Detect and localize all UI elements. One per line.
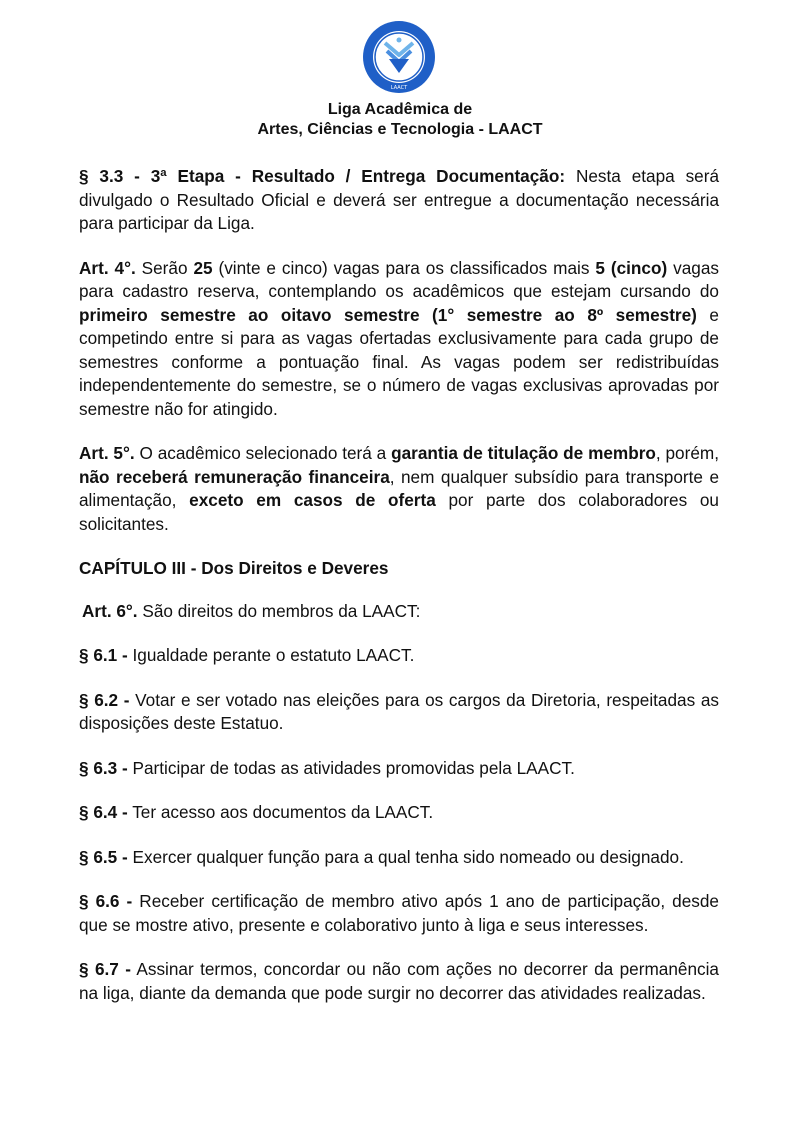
header-line-1: Liga Acadêmica de — [327, 101, 473, 118]
article-text: (vinte e cinco) vagas para os classificados mais — [212, 257, 596, 278]
section-label: § 6.2 - — [79, 689, 130, 710]
article-bold: exceto em casos de oferta — [189, 490, 436, 510]
section-label: § 6.5 - — [79, 846, 128, 867]
section-text: Receber certificação de membro ativo após 1 ano de participação, desde que se mostre ativo, presente e colaborativo junto à liga e seus interesses. — [79, 891, 719, 935]
section-label: § 6.6 - — [79, 891, 133, 911]
paragraph-3-3 — [79, 165, 719, 236]
article-text: Serão — [135, 257, 194, 278]
section-label: § 3.3 - 3ª Etapa - Resultado / Entrega Documentação: — [79, 166, 566, 186]
paragraph-6-6 — [79, 890, 719, 937]
paragraph-6-4 — [79, 801, 719, 825]
chapter-heading: CAPÍTULO III - Dos Direitos e Deveres — [79, 558, 389, 578]
article-label: Art. 4°. — [79, 257, 136, 278]
article-label: Art. 6°. — [82, 600, 138, 621]
document-header — [0, 100, 800, 140]
section-text: Participar de todas as atividades promovidas pela LAACT. — [127, 757, 575, 778]
section-text: Votar e ser votado nas eleições para os cargos da Diretoria, respeitadas as disposições deste Estatuo. — [79, 689, 719, 733]
section-label: § 6.1 - — [79, 645, 128, 665]
article-text: por parte dos colaboradores ou solicitantes. — [79, 490, 719, 534]
section-text: Assinar termos, concordar ou não com ações no decorrer da permanência na liga, diante da demanda que pode surgir no decorrer das atividades realizadas. — [79, 959, 719, 1003]
paragraph-6-1 — [79, 644, 719, 668]
laact-seal-icon — [361, 19, 437, 95]
section-label: § 6.3 - — [79, 757, 128, 778]
article-bold: 25 — [193, 257, 213, 278]
logo-text: LAACT — [390, 85, 408, 91]
article-bold: não receberá remuneração financeira — [79, 466, 390, 487]
document-body — [79, 165, 719, 1026]
paragraph-6-7 — [79, 958, 719, 1005]
laact-logo-icon — [361, 19, 437, 95]
section-label: § 6.4 - — [79, 802, 128, 822]
section-text: Exercer qualquer função para a qual tenha sido nomeado ou designado. — [127, 846, 684, 867]
paragraph-6-2 — [79, 689, 719, 736]
article-5 — [79, 442, 719, 536]
article-text: vagas para cadastro reserva, contemplando os acadêmicos que estejam cursando do — [79, 257, 719, 301]
article-bold: 5 (cinco) — [595, 257, 668, 278]
section-label: § 6.7 - — [79, 959, 131, 979]
article-text: , nem qualquer subsídio para transporte e alimentação, — [79, 466, 719, 510]
header-line-2: Artes, Ciências e Tecnologia - LAACT — [257, 121, 543, 138]
paragraph-6-3 — [79, 757, 719, 781]
article-bold: primeiro semestre ao oitavo semestre (1° semestre ao 8º semestre) — [79, 304, 697, 325]
article-text: São direitos do membros da LAACT: — [137, 600, 421, 621]
section-text: Ter acesso aos documentos da LAACT. — [127, 802, 434, 822]
article-text: O acadêmico selecionado terá a — [134, 443, 392, 463]
article-text: e competindo entre si para as vagas ofertadas exclusivamente para cada grupo de semestres conforme a pontuação final. As vagas podem ser redistribuídas independentemente do semestre, se o número de vagas exclusivas aprovadas por semestre não for atingido. — [79, 304, 719, 419]
article-bold: garantia de titulação de membro — [391, 443, 656, 463]
section-text: Igualdade perante o estatuto LAACT. — [127, 645, 415, 665]
section-text: Nesta etapa será divulgado o Resultado Oficial e deverá ser entregue a documentação necessária para participar da Liga. — [79, 166, 719, 233]
article-label: Art. 5°. — [79, 443, 135, 463]
paragraph-6-5 — [79, 846, 719, 870]
article-4 — [79, 257, 719, 422]
article-6 — [79, 600, 719, 624]
article-text: , porém, — [655, 443, 719, 463]
